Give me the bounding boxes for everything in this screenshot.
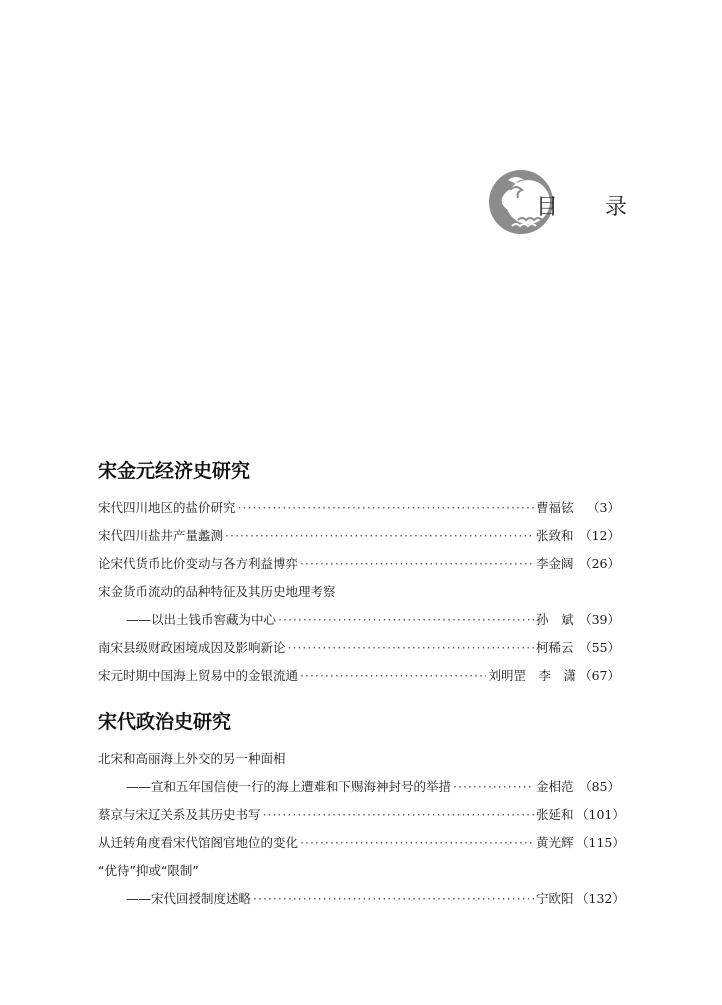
entry-author: 孙 斌 <box>536 612 574 627</box>
entry-author: 宁欧阳 <box>536 891 574 906</box>
entry-page-number: （12） <box>579 528 620 543</box>
toc-entry[interactable] <box>98 857 620 885</box>
toc-header <box>488 168 648 240</box>
dot-leader <box>278 606 534 634</box>
entry-title: 蔡京与宋辽关系及其历史书写 <box>98 807 261 822</box>
section-title: 宋金元经济史研究 <box>98 460 251 482</box>
dot-leader <box>263 801 534 829</box>
entry-title: 论宋代货币比价变动与各方利益博弈 <box>98 556 299 571</box>
entry-page-number: （3） <box>587 500 620 515</box>
dot-leader <box>238 494 534 522</box>
dot-leader <box>253 885 534 913</box>
toc-entry[interactable] <box>98 494 620 522</box>
toc-entry[interactable] <box>98 634 620 662</box>
entry-title: 宋代四川地区的盐价研究 <box>98 500 236 515</box>
entry-page-number: （55） <box>579 640 620 655</box>
entry-title: ——宋代回授制度述略 <box>126 891 252 906</box>
entry-author: 曹福铉 <box>536 500 574 515</box>
entry-title: 北宋和高丽海上外交的另一种面相 <box>98 751 286 766</box>
entry-page-number: （85） <box>579 779 620 794</box>
toc-section-political <box>98 709 625 913</box>
dot-leader <box>300 829 534 857</box>
toc-entry[interactable] <box>98 662 620 690</box>
toc-section-economic <box>98 458 620 690</box>
toc-entry[interactable] <box>98 578 620 606</box>
entry-author: 李金阔 <box>536 556 574 571</box>
entry-page-number: （132） <box>576 891 625 906</box>
entry-author: 张致和 <box>536 528 574 543</box>
dot-leader <box>300 662 486 690</box>
entry-author: 刘明罡 李 潇 <box>488 668 576 683</box>
entry-title: ——宣和五年国信使一行的海上遭难和下赐海神封号的举措 <box>126 779 452 794</box>
entry-author: 黄光辉 <box>536 835 574 850</box>
dot-leader <box>453 773 534 801</box>
dot-leader <box>288 634 534 662</box>
entry-title: 南宋县级财政困境成因及影响新论 <box>98 640 286 655</box>
toc-entry[interactable] <box>98 606 620 634</box>
toc-entry[interactable] <box>98 801 625 829</box>
toc-entry[interactable] <box>98 745 620 773</box>
entry-title: 从迁转角度看宋代馆阁官地位的变化 <box>98 835 299 850</box>
entry-title: 宋代四川盐井产量蠡测 <box>98 528 224 543</box>
toc-entry[interactable] <box>98 522 620 550</box>
dot-leader <box>300 550 534 578</box>
entry-page-number: （26） <box>579 556 620 571</box>
toc-entry[interactable] <box>98 829 625 857</box>
entry-page-number: （101） <box>576 807 625 822</box>
entry-author: 柯稀云 <box>536 640 574 655</box>
entry-title: 宋金货币流动的品种特征及其历史地理考察 <box>98 584 336 599</box>
entry-page-number: （39） <box>579 612 620 627</box>
toc-title-char-2: 录 <box>605 195 628 220</box>
toc-entry[interactable] <box>98 773 620 801</box>
entry-author: 金相范 <box>536 779 574 794</box>
entry-title: “优待”抑或“限制” <box>98 863 199 878</box>
entry-title: ——以出土钱币窖藏为中心 <box>126 612 277 627</box>
toc-title-char-1: 目 <box>536 195 559 220</box>
toc-entry[interactable] <box>98 885 625 913</box>
dot-leader <box>225 522 534 550</box>
entry-page-number: （67） <box>579 668 620 683</box>
entry-page-number: （115） <box>576 835 625 850</box>
toc-entry[interactable] <box>98 550 620 578</box>
entry-author: 张延和 <box>536 807 574 822</box>
entry-title: 宋元时期中国海上贸易中的金银流通 <box>98 668 299 683</box>
section-title: 宋代政治史研究 <box>98 711 232 733</box>
